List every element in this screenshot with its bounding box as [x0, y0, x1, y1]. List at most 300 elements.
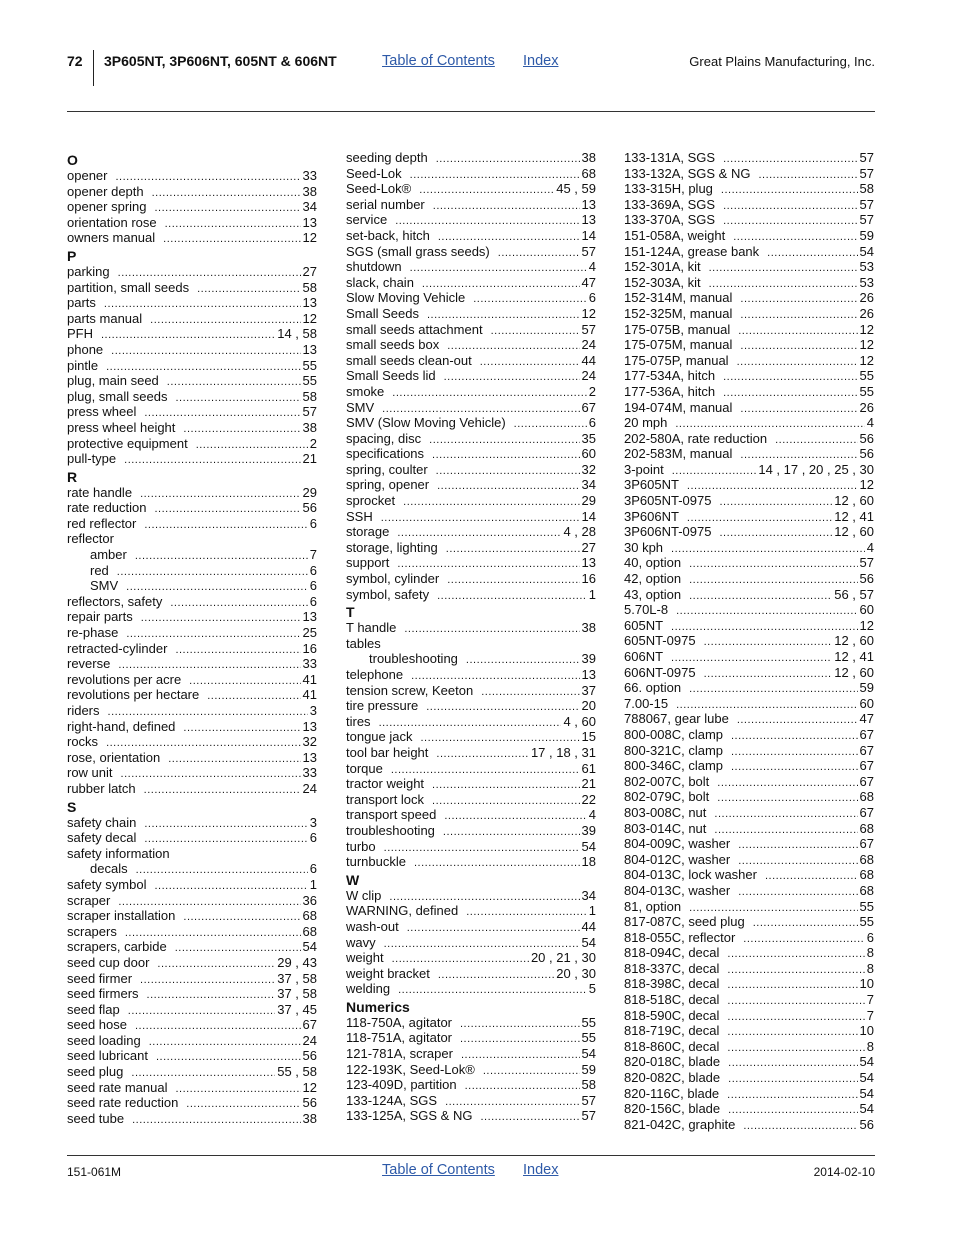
index-entry-pages[interactable]: 57	[859, 555, 874, 571]
index-entry[interactable]	[346, 353, 596, 369]
index-entry-pages[interactable]: 13	[302, 295, 317, 311]
index-entry[interactable]	[67, 1080, 317, 1096]
index-entry[interactable]	[624, 1008, 874, 1024]
index-entry[interactable]	[624, 727, 874, 743]
index-entry[interactable]	[624, 602, 874, 618]
index-entry[interactable]	[624, 337, 874, 353]
index-entry[interactable]	[624, 306, 874, 322]
index-entry-pages[interactable]: 21	[581, 776, 596, 792]
index-entry[interactable]	[346, 903, 596, 919]
index-entry-pages[interactable]: 60	[859, 695, 874, 711]
index-entry[interactable]	[624, 930, 874, 946]
index-entry[interactable]	[624, 1070, 874, 1086]
index-entry[interactable]	[624, 665, 874, 681]
index-entry[interactable]	[624, 774, 874, 790]
index-entry[interactable]	[67, 342, 317, 358]
index-entry-pages[interactable]: 36	[302, 892, 317, 908]
index-entry-pages[interactable]: 20 , 30	[556, 965, 596, 981]
index-entry[interactable]	[624, 1086, 874, 1102]
index-entry-pages[interactable]: 44	[581, 352, 596, 368]
index-entry-pages[interactable]: 45 , 59	[556, 181, 596, 197]
index-entry[interactable]	[67, 531, 317, 547]
index-entry[interactable]	[67, 734, 317, 750]
index-entry[interactable]	[624, 150, 874, 166]
index-entry[interactable]	[346, 587, 596, 603]
index-entry[interactable]	[624, 571, 874, 587]
index-entry[interactable]	[346, 477, 596, 493]
index-entry[interactable]	[346, 150, 596, 166]
index-entry[interactable]	[346, 1015, 596, 1031]
index-entry[interactable]	[624, 711, 874, 727]
index-entry[interactable]	[346, 950, 596, 966]
index-entry-pages[interactable]: 55	[859, 914, 874, 930]
index-entry[interactable]	[346, 212, 596, 228]
index-entry-pages[interactable]: 1	[309, 876, 317, 892]
index-entry[interactable]	[67, 358, 317, 374]
index-entry-pages[interactable]: 54	[859, 1054, 874, 1070]
index-entry-pages[interactable]: 44	[581, 918, 596, 934]
index-entry-pages[interactable]: 8	[866, 1038, 874, 1054]
index-entry-pages[interactable]: 12	[302, 230, 317, 246]
index-entry-pages[interactable]: 8	[866, 960, 874, 976]
index-entry[interactable]	[346, 197, 596, 213]
index-entry-pages[interactable]: 6	[309, 830, 317, 846]
index-entry[interactable]	[346, 322, 596, 338]
index-entry-pages[interactable]: 4	[866, 415, 874, 431]
index-entry-pages[interactable]: 13	[302, 609, 317, 625]
index-entry-pages[interactable]: 32	[581, 461, 596, 477]
index-entry-pages[interactable]: 12 , 41	[834, 649, 874, 664]
index-entry[interactable]	[346, 761, 596, 777]
index-entry-pages[interactable]: 18	[581, 854, 596, 870]
index-entry-pages[interactable]: 56	[302, 1048, 317, 1064]
index-entry[interactable]	[67, 908, 317, 924]
index-entry[interactable]	[67, 656, 317, 672]
index-entry-pages[interactable]: 20	[581, 698, 596, 714]
index-entry[interactable]	[67, 168, 317, 184]
index-entry-pages[interactable]: 41	[302, 671, 317, 687]
index-entry-pages[interactable]: 55 , 58	[277, 1064, 317, 1080]
index-entry[interactable]	[346, 540, 596, 556]
index-entry-pages[interactable]: 37 , 58	[277, 970, 317, 986]
index-entry[interactable]	[346, 555, 596, 571]
index-entry[interactable]	[67, 280, 317, 296]
index-entry-pages[interactable]: 54	[302, 939, 317, 955]
index-entry-pages[interactable]: 24	[302, 780, 317, 796]
index-entry-pages[interactable]: 4	[866, 539, 874, 555]
index-entry[interactable]	[624, 992, 874, 1008]
index-entry-pages[interactable]: 7	[866, 992, 874, 1008]
index-entry-pages[interactable]: 7	[309, 547, 317, 563]
index-entry-pages[interactable]: 39	[581, 822, 596, 838]
index-entry-pages[interactable]: 55	[581, 1014, 596, 1030]
index-entry-pages[interactable]: 13	[302, 749, 317, 765]
index-entry-pages[interactable]: 67	[859, 804, 874, 820]
index-entry-pages[interactable]: 6	[309, 562, 317, 578]
index-entry[interactable]	[346, 919, 596, 935]
index-entry[interactable]	[67, 451, 317, 467]
index-entry-pages[interactable]: 6	[309, 861, 317, 877]
index-entry-pages[interactable]: 13	[581, 196, 596, 212]
index-entry[interactable]	[67, 672, 317, 688]
index-entry[interactable]	[624, 197, 874, 213]
index-entry[interactable]	[346, 306, 596, 322]
index-entry[interactable]	[67, 625, 317, 641]
index-entry-pages[interactable]: 59	[581, 1061, 596, 1077]
index-entry[interactable]	[67, 830, 317, 846]
index-entry[interactable]	[346, 714, 596, 730]
index-entry[interactable]	[624, 477, 874, 493]
index-entry[interactable]	[624, 259, 874, 275]
index-entry[interactable]	[67, 199, 317, 215]
index-entry[interactable]	[624, 836, 874, 852]
index-entry[interactable]	[67, 893, 317, 909]
index-entry[interactable]	[346, 854, 596, 870]
index-entry-pages[interactable]: 16	[581, 571, 596, 587]
index-entry-pages[interactable]: 1	[588, 586, 596, 602]
index-entry[interactable]	[624, 555, 874, 571]
index-entry[interactable]	[67, 547, 317, 563]
index-entry-pages[interactable]: 68	[581, 165, 596, 181]
index-entry-pages[interactable]: 59	[859, 227, 874, 243]
index-entry[interactable]	[346, 1062, 596, 1078]
index-entry-pages[interactable]: 6	[588, 415, 596, 431]
index-entry[interactable]	[624, 883, 874, 899]
index-entry[interactable]	[346, 651, 596, 667]
index-entry[interactable]	[346, 571, 596, 587]
index-entry[interactable]	[624, 633, 874, 649]
index-entry[interactable]	[67, 877, 317, 893]
index-entry-pages[interactable]: 38	[302, 419, 317, 435]
index-entry-pages[interactable]: 33	[302, 168, 317, 183]
index-entry[interactable]	[346, 698, 596, 714]
index-entry-pages[interactable]: 3	[309, 814, 317, 830]
index-entry[interactable]	[624, 1023, 874, 1039]
index-entry-pages[interactable]: 55	[859, 368, 874, 384]
index-entry-pages[interactable]: 26	[859, 305, 874, 321]
index-entry-pages[interactable]: 2	[588, 383, 596, 399]
index-entry-pages[interactable]: 67	[859, 758, 874, 774]
index-entry[interactable]	[346, 275, 596, 291]
index-entry-pages[interactable]: 38	[581, 620, 596, 636]
index-entry[interactable]	[624, 976, 874, 992]
index-entry-pages[interactable]: 54	[859, 243, 874, 259]
index-entry[interactable]	[624, 1101, 874, 1117]
index-entry[interactable]	[346, 493, 596, 509]
index-entry-pages[interactable]: 56	[859, 571, 874, 587]
index-entry[interactable]	[346, 1046, 596, 1062]
index-entry[interactable]	[346, 259, 596, 275]
index-entry-pages[interactable]: 60	[859, 602, 874, 618]
index-entry-pages[interactable]: 24	[302, 1032, 317, 1048]
index-entry[interactable]	[624, 290, 874, 306]
index-entry-pages[interactable]: 12	[859, 337, 874, 353]
index-entry-pages[interactable]: 34	[581, 887, 596, 903]
index-entry[interactable]	[624, 758, 874, 774]
index-entry-pages[interactable]: 14 , 58	[277, 326, 317, 342]
index-entry-pages[interactable]: 20 , 21 , 30	[530, 950, 596, 966]
index-entry-pages[interactable]: 24	[581, 368, 596, 384]
index-entry[interactable]	[67, 184, 317, 200]
index-entry-pages[interactable]: 56 , 57	[834, 586, 874, 602]
index-entry[interactable]	[624, 743, 874, 759]
index-entry[interactable]	[67, 641, 317, 657]
index-entry[interactable]	[346, 823, 596, 839]
index-entry-pages[interactable]: 57	[581, 321, 596, 337]
index-entry[interactable]	[624, 212, 874, 228]
index-entry[interactable]	[346, 244, 596, 260]
index-entry[interactable]	[346, 966, 596, 982]
index-entry[interactable]	[67, 420, 317, 436]
index-entry[interactable]	[67, 373, 317, 389]
index-entry-pages[interactable]: 3	[309, 703, 317, 718]
index-entry[interactable]	[67, 230, 317, 246]
index-entry[interactable]	[624, 275, 874, 291]
header-index-link[interactable]: Index	[523, 53, 559, 69]
index-entry[interactable]	[67, 1048, 317, 1064]
index-entry[interactable]	[346, 384, 596, 400]
index-entry[interactable]	[67, 326, 317, 342]
index-entry[interactable]	[624, 400, 874, 416]
index-entry-pages[interactable]: 68	[302, 908, 317, 924]
index-entry[interactable]	[67, 404, 317, 420]
index-entry-pages[interactable]: 14 , 17 , 20 , 25 , 30	[758, 461, 874, 477]
index-entry-pages[interactable]: 29	[302, 484, 317, 500]
index-entry-pages[interactable]: 33	[302, 765, 317, 781]
index-entry-pages[interactable]: 6	[309, 578, 317, 594]
index-entry[interactable]	[67, 436, 317, 452]
index-entry-pages[interactable]: 68	[859, 867, 874, 883]
index-entry-pages[interactable]: 57	[581, 1108, 596, 1124]
index-entry[interactable]	[346, 415, 596, 431]
index-entry[interactable]	[67, 264, 317, 280]
index-entry[interactable]	[346, 792, 596, 808]
index-entry-pages[interactable]: 17 , 18 , 31	[530, 744, 596, 760]
index-entry-pages[interactable]: 60	[581, 446, 596, 462]
index-entry[interactable]	[346, 1108, 596, 1124]
index-entry[interactable]	[624, 368, 874, 384]
index-entry[interactable]	[346, 636, 596, 652]
index-entry[interactable]	[624, 945, 874, 961]
index-entry[interactable]	[346, 400, 596, 416]
index-entry[interactable]	[67, 815, 317, 831]
index-entry-pages[interactable]: 22	[581, 791, 596, 807]
index-entry-pages[interactable]: 68	[859, 789, 874, 805]
header-toc-link[interactable]: Table of Contents	[382, 53, 495, 69]
index-entry[interactable]	[346, 935, 596, 951]
index-entry[interactable]	[67, 609, 317, 625]
index-entry[interactable]	[346, 181, 596, 197]
index-entry[interactable]	[346, 981, 596, 997]
index-entry[interactable]	[67, 578, 317, 594]
index-entry-pages[interactable]: 37	[581, 682, 596, 698]
index-entry[interactable]	[67, 594, 317, 610]
index-entry[interactable]	[624, 680, 874, 696]
index-entry-pages[interactable]: 33	[302, 656, 317, 672]
index-entry[interactable]	[624, 493, 874, 509]
index-entry-pages[interactable]: 4 , 60	[563, 713, 596, 729]
index-entry-pages[interactable]: 54	[859, 1070, 874, 1086]
index-entry-pages[interactable]: 10	[859, 976, 874, 992]
index-entry[interactable]	[624, 961, 874, 977]
index-entry[interactable]	[346, 431, 596, 447]
index-entry[interactable]	[624, 805, 874, 821]
index-entry[interactable]	[624, 1117, 874, 1133]
index-entry-pages[interactable]: 6	[309, 515, 317, 531]
index-entry-pages[interactable]: 47	[581, 274, 596, 290]
index-entry[interactable]	[624, 852, 874, 868]
index-entry-pages[interactable]: 37 , 58	[277, 986, 317, 1002]
index-entry-pages[interactable]: 12 , 60	[834, 664, 874, 680]
index-entry[interactable]	[67, 1064, 317, 1080]
index-entry-pages[interactable]: 53	[859, 259, 874, 275]
index-entry-pages[interactable]: 67	[859, 836, 874, 852]
index-entry[interactable]	[67, 955, 317, 971]
index-entry[interactable]	[67, 215, 317, 231]
index-entry-pages[interactable]: 54	[859, 1101, 874, 1117]
index-entry-pages[interactable]: 12	[302, 310, 317, 326]
index-entry-pages[interactable]: 57	[581, 243, 596, 259]
index-entry[interactable]	[624, 431, 874, 447]
index-entry[interactable]	[346, 1030, 596, 1046]
index-entry-pages[interactable]: 16	[302, 640, 317, 656]
index-entry-pages[interactable]: 32	[302, 734, 317, 750]
index-entry-pages[interactable]: 34	[581, 477, 596, 493]
index-entry[interactable]	[624, 244, 874, 260]
index-entry-pages[interactable]: 26	[859, 399, 874, 415]
index-entry-pages[interactable]: 1	[588, 903, 596, 919]
index-entry-pages[interactable]: 67	[859, 726, 874, 742]
index-entry-pages[interactable]: 6	[866, 929, 874, 945]
index-entry[interactable]	[624, 462, 874, 478]
index-entry-pages[interactable]: 12	[581, 305, 596, 321]
index-entry[interactable]	[346, 337, 596, 353]
index-entry[interactable]	[346, 290, 596, 306]
index-entry[interactable]	[624, 446, 874, 462]
index-entry[interactable]	[346, 807, 596, 823]
index-entry[interactable]	[624, 384, 874, 400]
index-entry[interactable]	[67, 1017, 317, 1033]
index-entry-pages[interactable]: 26	[859, 290, 874, 306]
index-entry-pages[interactable]: 27	[581, 539, 596, 555]
index-entry[interactable]	[346, 839, 596, 855]
index-entry-pages[interactable]: 61	[581, 760, 596, 776]
index-entry[interactable]	[67, 939, 317, 955]
index-entry[interactable]	[346, 776, 596, 792]
index-entry[interactable]	[67, 1111, 317, 1127]
index-entry-pages[interactable]: 55	[581, 1030, 596, 1046]
index-entry-pages[interactable]: 54	[581, 934, 596, 950]
index-entry-pages[interactable]: 56	[302, 1095, 317, 1111]
index-entry[interactable]	[346, 667, 596, 683]
index-entry-pages[interactable]: 13	[581, 667, 596, 682]
index-entry[interactable]	[624, 649, 874, 665]
index-entry[interactable]	[67, 924, 317, 940]
index-entry-pages[interactable]: 29 , 43	[277, 954, 317, 970]
index-entry-pages[interactable]: 5	[588, 981, 596, 997]
index-entry-pages[interactable]: 39	[581, 651, 596, 667]
index-entry-pages[interactable]: 57	[859, 150, 874, 165]
index-entry-pages[interactable]: 67	[859, 742, 874, 758]
index-entry-pages[interactable]: 2	[309, 435, 317, 451]
index-entry[interactable]	[67, 311, 317, 327]
index-entry-pages[interactable]: 58	[581, 1077, 596, 1093]
index-entry-pages[interactable]: 68	[859, 851, 874, 867]
index-entry-pages[interactable]: 55	[859, 898, 874, 914]
index-entry-pages[interactable]: 21	[302, 451, 317, 467]
index-entry-pages[interactable]: 57	[859, 196, 874, 212]
index-entry[interactable]	[346, 1077, 596, 1093]
index-entry[interactable]	[67, 750, 317, 766]
index-entry-pages[interactable]: 12	[859, 617, 874, 633]
index-entry[interactable]	[346, 446, 596, 462]
index-entry[interactable]	[346, 729, 596, 745]
index-entry[interactable]	[624, 867, 874, 883]
index-entry[interactable]	[346, 368, 596, 384]
index-entry[interactable]	[624, 618, 874, 634]
index-entry-pages[interactable]: 12 , 60	[834, 493, 874, 509]
index-entry-pages[interactable]: 25	[302, 625, 317, 641]
index-entry-pages[interactable]: 24	[581, 337, 596, 353]
index-entry-pages[interactable]: 57	[581, 1092, 596, 1108]
index-entry-pages[interactable]: 57	[859, 212, 874, 228]
index-entry[interactable]	[346, 683, 596, 699]
index-entry-pages[interactable]: 13	[302, 341, 317, 357]
index-entry-pages[interactable]: 58	[302, 388, 317, 404]
index-entry-pages[interactable]: 55	[859, 383, 874, 399]
index-entry-pages[interactable]: 12	[859, 477, 874, 493]
index-entry-pages[interactable]: 12	[302, 1079, 317, 1095]
index-entry-pages[interactable]: 56	[859, 446, 874, 462]
index-entry[interactable]	[346, 228, 596, 244]
index-entry-pages[interactable]: 54	[581, 1046, 596, 1062]
index-entry[interactable]	[67, 765, 317, 781]
index-entry-pages[interactable]: 10	[859, 1023, 874, 1039]
index-entry-pages[interactable]: 54	[859, 1085, 874, 1101]
index-entry-pages[interactable]: 38	[302, 1110, 317, 1126]
index-entry[interactable]	[346, 888, 596, 904]
index-entry-pages[interactable]: 59	[859, 680, 874, 696]
index-entry-pages[interactable]: 58	[859, 181, 874, 197]
index-entry[interactable]	[67, 719, 317, 735]
index-entry[interactable]	[346, 524, 596, 540]
index-entry[interactable]	[67, 516, 317, 532]
index-entry-pages[interactable]: 12 , 60	[834, 524, 874, 540]
index-entry[interactable]	[346, 1093, 596, 1109]
index-entry[interactable]	[624, 540, 874, 556]
index-entry-pages[interactable]: 4	[588, 259, 596, 275]
index-entry-pages[interactable]: 57	[302, 404, 317, 420]
index-entry[interactable]	[346, 166, 596, 182]
index-entry[interactable]	[624, 1054, 874, 1070]
index-entry[interactable]	[346, 509, 596, 525]
index-entry[interactable]	[624, 166, 874, 182]
index-entry-pages[interactable]: 6	[588, 290, 596, 306]
index-entry[interactable]	[624, 524, 874, 540]
index-entry[interactable]	[67, 781, 317, 797]
index-entry[interactable]	[67, 389, 317, 405]
index-entry[interactable]	[67, 1002, 317, 1018]
index-entry-pages[interactable]: 27	[302, 263, 317, 279]
index-entry[interactable]	[67, 687, 317, 703]
index-entry[interactable]	[67, 1095, 317, 1111]
index-entry-pages[interactable]: 68	[302, 923, 317, 939]
index-entry[interactable]	[67, 971, 317, 987]
index-entry-pages[interactable]: 13	[581, 212, 596, 228]
index-entry[interactable]	[624, 899, 874, 915]
index-entry-pages[interactable]: 7	[866, 1007, 874, 1023]
index-entry[interactable]	[67, 846, 317, 862]
